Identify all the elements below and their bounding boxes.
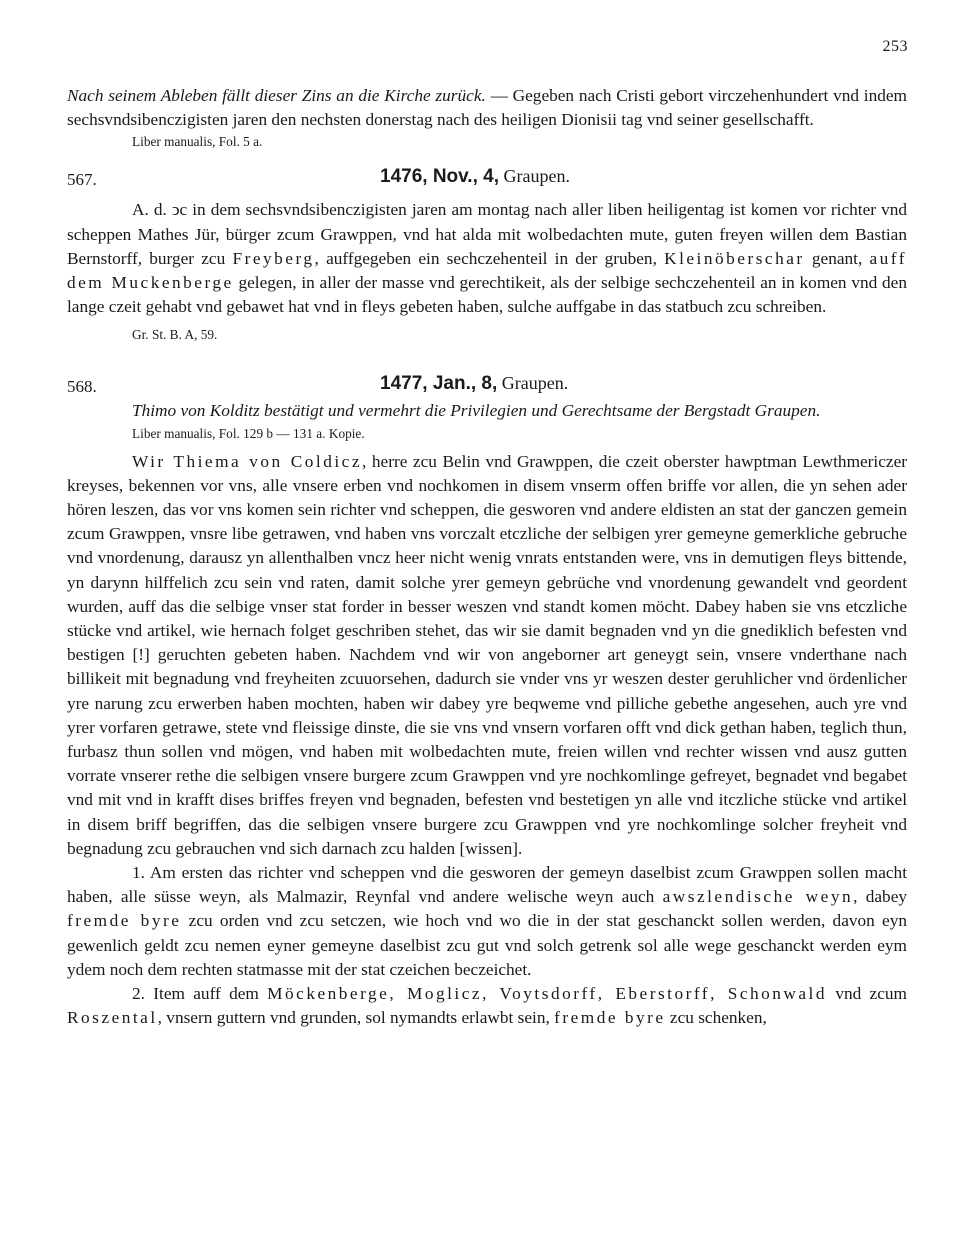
entry-date-bold: 1477, Jan., 8, — [380, 373, 498, 395]
entry-spaced-name: auff dem Muckenberge — [67, 248, 907, 293]
entry-text: , dabey — [853, 887, 908, 907]
entry-567-heading — [67, 162, 907, 192]
entry-spaced-name: fremde byre — [554, 1008, 666, 1028]
entry-spaced-name: Kleinöberschar — [664, 248, 805, 268]
intro-italic: Nach seinem Ableben fällt dieser Zins an die Kirche zurück. — [67, 86, 486, 105]
entry-number: 567. — [67, 170, 97, 190]
intro-paragraph — [67, 84, 907, 132]
entry-text: , auffgegeben ein sechczehenteil in der gruben, — [314, 248, 665, 268]
entry-text: gelegen, in aller der masse vnd gerechtikeit, als der selbige sechczehenteil an in komen vnd den lange czeit gehabt vnd gebawet hat vnd in fleys gebeten haben, sulche auffgabe in das statbuch zcu schreiben. — [67, 273, 907, 317]
entry-568-paragraph-1 — [67, 450, 907, 861]
entry-spaced-name: awszlendische weyn — [662, 887, 854, 907]
entry-date — [380, 371, 568, 396]
intro-source: Liber manualis, Fol. 5 a. — [132, 134, 263, 150]
entry-568-summary: Thimo von Kolditz bestätigt und vermehrt die Privilegien und Gerechtsame der Bergstadt Graupen. — [132, 401, 821, 421]
entry-567-source: Gr. St. B. A, 59. — [132, 327, 218, 343]
entry-spaced-name: Roszental — [67, 1008, 158, 1028]
intro-text: — Gegeben nach Cristi gebort virczehenhundert vnd indem sechsvndsibenczigisten jaren den nechsten donerstag nach des heiligen Dionisii tag vnd seiner gesellschafft. — [67, 86, 907, 130]
entry-number: 568. — [67, 377, 97, 397]
entry-text: , herre zcu Belin vnd Grawppen, die czeit oberster hawptman Lewthmericzer kreyses, bekennen vor vns, alle vnsere erben vnd nochkomen in disem vnserm offen briffe vor allen, die yn sehen ader hören leszen, das vor vns komen sein richter vnd scheppen, die gesworen vnd andere eldisten an stat der ganczen gemein zcum Grawppen, vnsre libe getrawen, vnd haben vns vorczalt etczliche der selbigen yrer gemeyne gemerkliche gebruche vnd vnordenung, darausz yn allenthalben vncz heer nicht wenig vnrats entstanden were, vns in demutigen fleys bittende, yn darynn hilffelich zcu sein vnd raten, damit solche yrer gemeyn gebrüche vnd vnordenung gewandelt vnd geordent wurden, auff das die selbige vnser stat forder in besser weszen vnd standt komen möcht. Dabey haben sie vns etczliche stücke vnd artikel, wie hernach folget geschriben stehet, das wir sie damit begnaden vnd yn die gnediklich befesten vnd bestigen [!] geruchten gebeten haben. Nachdem vnd wir von angeborner art geneygt sein, vnsere vnderthane nach billikeit mit begnadung vnd freyheiten zcuuorsehen, dadurch sie vnder vns yr weszen dester geruhlicher vnd ördenlicher yre narung zcu erwerben haben mochten, haben wir dabey yre beqweme vnd pilliche gebethe angesehen, auch yre vnd yrer vorfaren getrawe, stete vnd fleissige dinste, die sie vns vnd vnsern vorfaren offt vnd dick gethan haben, teglich thun, furbasz thun sollen vnd mögen, vnd haben mit wolbedachten mute, freien willen vnd rechter wissen vnd ausz gutten vorrate vnserer rethe die selbigen vnsere burgere zcum Grawppen vnd yre nochkomlinge gefreyet, begnadet vnd begabet vnd mit vnd in krafft dises briffes freyen vnd begnaden, befesten vnd bestetigen yn alle vnd itczliche stücke vnd artikel in disem briff begriffen, das die selbigen vnsere burgere zcu Grawppen vnd yre nochkomlinge solcher freyheit vnd begnadung zcu gebrauchen vnd sich darnach zcu halden [wissen]. — [67, 451, 907, 858]
entry-text: zcu orden vnd zcu setczen, wie hoch vnd wo die in der stat geschanckt sollen werden, davon eyn gewenlich geldt zcu nemen eyner gemeyne daselbist zcu gut vnd solch getrenk sol alle wege geschanckt werden eym ydem noch dem rechten statmasse mit der stat czeichen beczeichet. — [67, 911, 908, 979]
entry-text: vnd zcum — [827, 984, 907, 1004]
entry-text: zcu schenken, — [665, 1008, 767, 1028]
entry-spaced-name: fremde byre — [67, 911, 182, 931]
entry-568-source: Liber manualis, Fol. 129 b — 131 a. Kopie. — [132, 425, 365, 441]
entry-spaced-name: Möckenberge, Moglicz, Voytsdorff, Eberstorff, Schonwald — [267, 984, 827, 1004]
entry-date — [380, 164, 570, 189]
entry-text: 2. Item auff dem — [132, 984, 268, 1004]
entry-place: Graupen. — [497, 373, 569, 394]
entry-567-body — [67, 198, 907, 319]
entry-text: , vnsern guttern vnd grunden, sol nymandts erlawbt sein, — [157, 1008, 555, 1028]
entry-text: genant, — [804, 248, 870, 268]
entry-568-paragraph-2 — [67, 861, 907, 982]
entry-568-paragraph-3 — [67, 982, 907, 1030]
entry-date-bold: 1476, Nov., 4, — [380, 166, 499, 188]
page-body — [67, 84, 907, 1031]
entry-spaced-name: Freyberg — [232, 248, 315, 268]
entry-text: A. d. ↄc in dem sechsvndsibenczigisten jaren am montag nach aller liben heiligentag ist komen vor richter vnd scheppen Mathes Jür, bürger zcum Grawppen, vnd hat alda mit wolbedachten mute, guten freyen willen dem Bastian Bernstorff, burger zcu — [67, 200, 907, 268]
entry-text: 1. Am ersten das richter vnd scheppen vnd die gesworen der gemeyn daselbist zcum Grawppen sollen macht haben, alle süsse weyn, als Malmazir, Reynfal vnd andere welische weyn auch — [67, 863, 907, 907]
entry-spaced-name: Wir Thiema von Coldicz — [132, 451, 362, 471]
entry-place: Graupen. — [499, 166, 570, 187]
page-number: 253 — [882, 38, 908, 55]
entry-568-heading — [67, 369, 907, 399]
